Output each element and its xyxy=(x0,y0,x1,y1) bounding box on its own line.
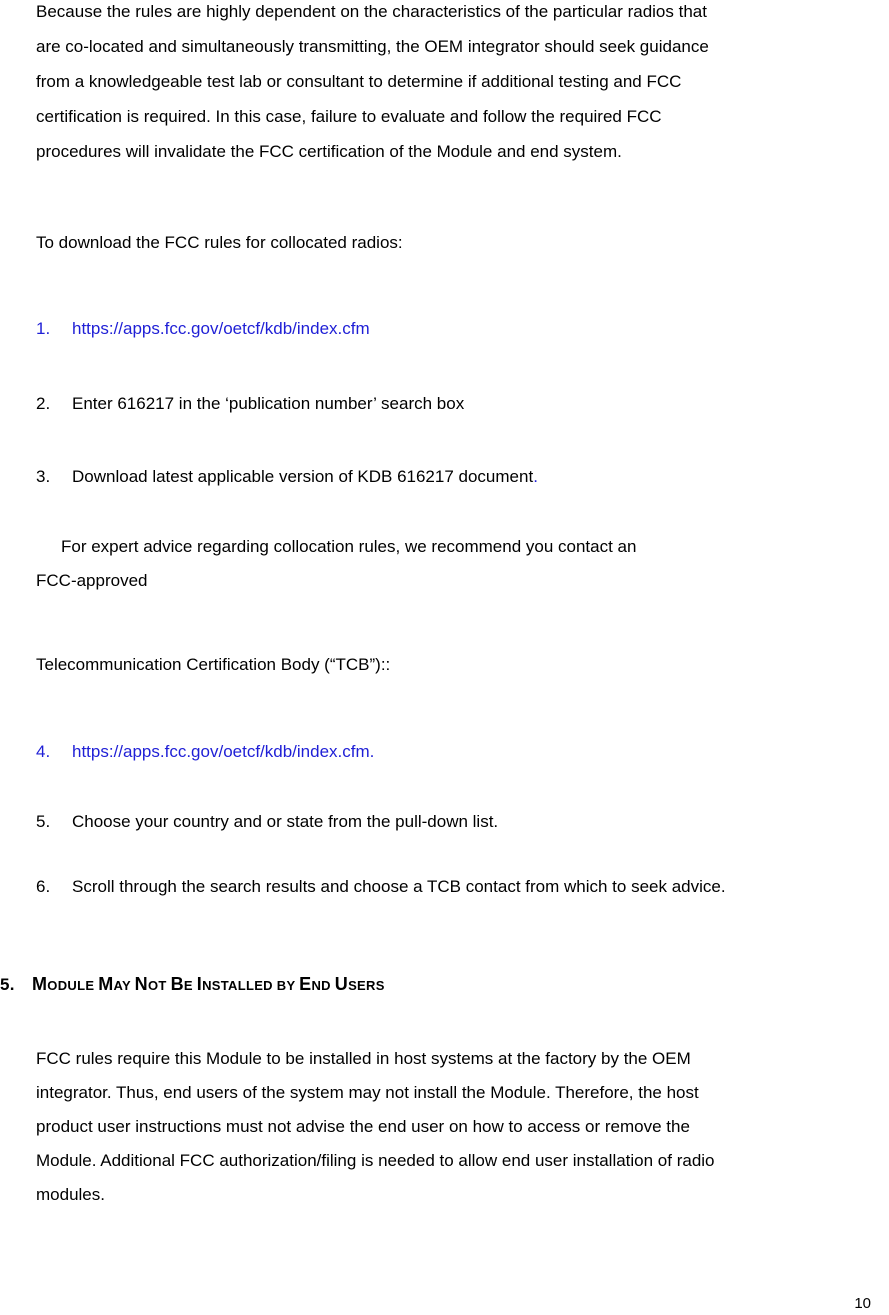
step-number: 6. xyxy=(36,877,51,896)
tcb-text: Telecommunication Certification Body (“TCB”):: xyxy=(36,655,391,674)
step-item[interactable] xyxy=(36,317,370,341)
expert-advice-text: For expert advice regarding collocation rules, we recommend you contact an xyxy=(61,537,637,556)
step-number: 4. xyxy=(36,742,51,761)
body-line: modules. xyxy=(36,1185,105,1204)
step-item xyxy=(36,875,726,899)
body-line: Module. Additional FCC authorization/filing is needed to allow end user installation of radio xyxy=(36,1151,715,1170)
step-number: 3. xyxy=(36,467,51,486)
step-number: 1. xyxy=(36,319,51,338)
intro-line: certification is required. In this case, failure to evaluate and follow the required FCC xyxy=(36,107,662,126)
step-item xyxy=(36,392,464,416)
body-line: product user instructions must not advise the end user on how to access or remove the xyxy=(36,1117,690,1136)
step-text: Scroll through the search results and choose a TCB contact from which to seek advice. xyxy=(72,877,726,896)
intro-line: Because the rules are highly dependent on the characteristics of the particular radios that xyxy=(36,2,707,21)
step-text: Choose your country and or state from the pull-down list. xyxy=(72,812,499,831)
body-line: integrator. Thus, end users of the system may not install the Module. Therefore, the host xyxy=(36,1083,699,1102)
download-intro: To download the FCC rules for collocated radios: xyxy=(36,233,403,252)
step-item xyxy=(36,465,538,489)
step-tail: . xyxy=(533,467,538,486)
expert-advice-text: FCC-approved xyxy=(36,571,148,590)
step-item[interactable] xyxy=(36,740,374,764)
intro-line: are co-located and simultaneously transmitting, the OEM integrator should seek guidance xyxy=(36,37,709,56)
section-heading: 5. MODULE MAY NOT BE INSTALLED BY END USERS xyxy=(0,972,385,998)
body-line: FCC rules require this Module to be installed in host systems at the factory by the OEM xyxy=(36,1049,691,1068)
section-number: 5. xyxy=(0,975,15,994)
page-number: 10 xyxy=(854,1295,871,1312)
step-number: 5. xyxy=(36,812,51,831)
kdb-link[interactable]: https://apps.fcc.gov/oetcf/kdb/index.cfm xyxy=(72,319,370,338)
intro-line: from a knowledgeable test lab or consultant to determine if additional testing and FCC xyxy=(36,72,682,91)
step-text: Enter 616217 in the ‘publication number’ search box xyxy=(72,394,465,413)
step-item xyxy=(36,810,498,834)
step-number: 2. xyxy=(36,394,51,413)
step-text: Download latest applicable version of KDB 616217 document xyxy=(72,467,534,486)
tcb-link[interactable]: https://apps.fcc.gov/oetcf/kdb/index.cfm. xyxy=(72,742,375,761)
intro-line: procedures will invalidate the FCC certification of the Module and end system. xyxy=(36,142,622,161)
